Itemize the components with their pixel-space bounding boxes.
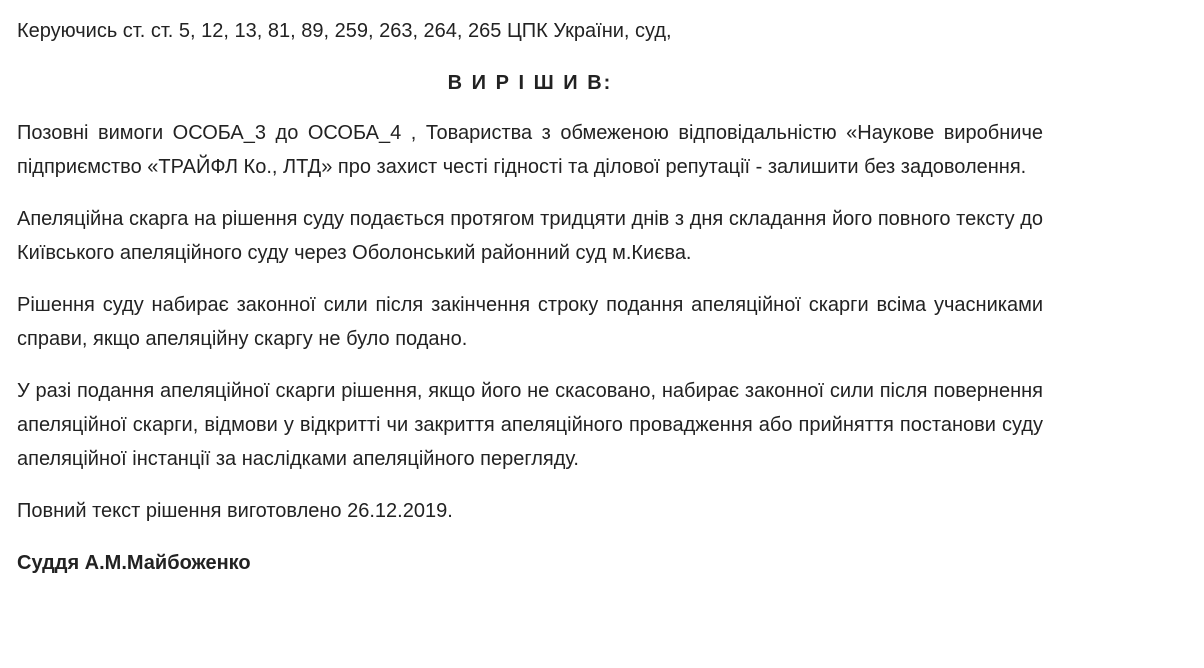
paragraph-appeal-effect: У разі подання апеляційної скарги рішення, якщо його не скасовано, набирає законної сили після повернення апеляційної скарги, відмови у відкритті чи закриття апеляційного провадження або прийняття постанови суду апеляційної інстанції за наслідками апеляційного перегляду. [17, 380, 1043, 470]
court-decision-document [17, 14, 1043, 598]
intro-text: Керуючись ст. ст. 5, 12, 13, 81, 89, 259, 263, 264, 265 ЦПК України, суд, [17, 20, 672, 42]
paragraph-effect: Рішення суду набирає законної сили після закінчення строку подання апеляційної скарги всіма учасниками справи, якщо апеляційну скаргу не було подано. [17, 294, 1043, 350]
paragraph-full-text-date: Повний текст рішення виготовлено 26.12.2019. [17, 500, 453, 522]
judge-signature: Суддя А.М.Майбоженко [17, 552, 251, 574]
decision-heading: В И Р І Ш И В: [447, 72, 613, 94]
paragraph-appeal: Апеляційна скарга на рішення суду подається протягом тридцяти днів з дня складання його повного тексту до Київського апеляційного суду через Оболонський районний суд м.Києва. [17, 208, 1043, 264]
paragraph-claims: Позовні вимоги ОСОБА_3 до ОСОБА_4 , Товариства з обмеженою відповідальністю «Наукове виробниче підприємство «ТРАЙФЛ Ко., ЛТД» про захист честі гідності та ділової репутації - залишити без задоволення. [17, 122, 1043, 178]
